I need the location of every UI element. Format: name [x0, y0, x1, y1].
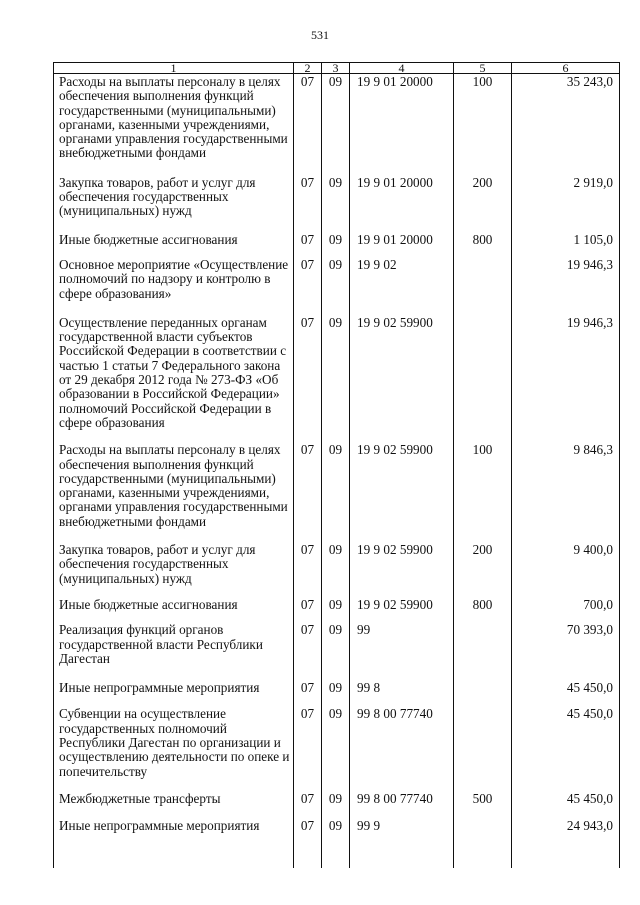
table-row — [54, 175, 620, 232]
subsection-code: 09 — [322, 706, 350, 790]
section-code: 07 — [294, 818, 322, 837]
expense-type-code — [454, 706, 512, 790]
table-row — [54, 257, 620, 315]
header-row — [54, 63, 620, 74]
amount: 35 243,0 — [512, 74, 620, 175]
amount: 700,0 — [512, 597, 620, 622]
amount: 2 919,0 — [512, 175, 620, 232]
section-code: 07 — [294, 622, 322, 680]
subsection-code: 09 — [322, 680, 350, 706]
target-article-code: 99 8 00 77740 — [350, 706, 454, 790]
section-code: 07 — [294, 791, 322, 818]
target-article-code: 19 9 02 59900 — [350, 315, 454, 442]
target-article-code: 19 9 01 20000 — [350, 175, 454, 232]
expense-type-code: 200 — [454, 175, 512, 232]
expense-type-code: 500 — [454, 791, 512, 818]
subsection-code: 09 — [322, 542, 350, 597]
empty-cell — [512, 837, 620, 868]
expense-type-code: 200 — [454, 542, 512, 597]
empty-cell — [294, 837, 322, 868]
table-row — [54, 680, 620, 706]
table-row — [54, 622, 620, 680]
empty-cell — [54, 837, 294, 868]
empty-cell — [322, 837, 350, 868]
section-code: 07 — [294, 680, 322, 706]
subsection-code: 09 — [322, 442, 350, 542]
expense-type-code — [454, 622, 512, 680]
row-name: Осуществление переданных органам государственной власти субъектов Российской Федерации в соответствии с частью 1 статьи 7 Федерального закона от 29 декабря 2012 года № 273-ФЗ «Об образовании в Российской Федерации» полномочий Российской Федерации в сфере образования — [54, 315, 294, 442]
target-article-code: 19 9 02 59900 — [350, 542, 454, 597]
table-row — [54, 706, 620, 790]
target-article-code: 19 9 02 59900 — [350, 442, 454, 542]
section-code: 07 — [294, 597, 322, 622]
table-row — [54, 442, 620, 542]
table-row — [54, 542, 620, 597]
expense-type-code — [454, 680, 512, 706]
column-header: 1 — [54, 63, 294, 74]
section-code: 07 — [294, 542, 322, 597]
target-article-code: 99 8 00 77740 — [350, 791, 454, 818]
row-name: Иные непрограммные мероприятия — [54, 818, 294, 837]
target-article-code: 19 9 01 20000 — [350, 232, 454, 257]
row-name: Закупка товаров, работ и услуг для обеспечения государственных (муниципальных) нужд — [54, 542, 294, 597]
section-code: 07 — [294, 232, 322, 257]
subsection-code: 09 — [322, 818, 350, 837]
target-article-code: 19 9 02 59900 — [350, 597, 454, 622]
expense-type-code: 800 — [454, 597, 512, 622]
section-code: 07 — [294, 442, 322, 542]
section-code: 07 — [294, 257, 322, 315]
row-name: Закупка товаров, работ и услуг для обеспечения государственных (муниципальных) нужд — [54, 175, 294, 232]
column-header: 6 — [512, 63, 620, 74]
expense-type-code — [454, 818, 512, 837]
empty-cell — [454, 837, 512, 868]
amount: 70 393,0 — [512, 622, 620, 680]
row-name: Основное мероприятие «Осуществление полномочий по надзору и контролю в сфере образования» — [54, 257, 294, 315]
column-header: 2 — [294, 63, 322, 74]
table-row — [54, 818, 620, 837]
subsection-code: 09 — [322, 232, 350, 257]
subsection-code: 09 — [322, 175, 350, 232]
row-name: Межбюджетные трансферты — [54, 791, 294, 818]
section-code: 07 — [294, 74, 322, 175]
page-number: 531 — [311, 28, 329, 42]
empty-cell — [350, 837, 454, 868]
target-article-code: 99 8 — [350, 680, 454, 706]
expense-type-code: 800 — [454, 232, 512, 257]
expense-type-code: 100 — [454, 74, 512, 175]
amount: 45 450,0 — [512, 791, 620, 818]
amount: 45 450,0 — [512, 706, 620, 790]
column-header: 3 — [322, 63, 350, 74]
subsection-code: 09 — [322, 791, 350, 818]
amount: 24 943,0 — [512, 818, 620, 837]
subsection-code: 09 — [322, 74, 350, 175]
row-name: Иные бюджетные ассигнования — [54, 232, 294, 257]
table-filler-row — [54, 837, 620, 868]
amount: 19 946,3 — [512, 315, 620, 442]
expense-type-code — [454, 315, 512, 442]
subsection-code: 09 — [322, 315, 350, 442]
table-row — [54, 74, 620, 175]
target-article-code: 99 9 — [350, 818, 454, 837]
section-code: 07 — [294, 706, 322, 790]
target-article-code: 19 9 02 — [350, 257, 454, 315]
section-code: 07 — [294, 315, 322, 442]
row-name: Субвенции на осуществление государственных полномочий Республики Дагестан по организации и осуществлению деятельности по опеке и попечительству — [54, 706, 294, 790]
column-header: 4 — [350, 63, 454, 74]
row-name: Реализация функций органов государственной власти Республики Дагестан — [54, 622, 294, 680]
row-name: Иные бюджетные ассигнования — [54, 597, 294, 622]
amount: 9 400,0 — [512, 542, 620, 597]
section-code: 07 — [294, 175, 322, 232]
table-row — [54, 597, 620, 622]
amount: 45 450,0 — [512, 680, 620, 706]
amount: 1 105,0 — [512, 232, 620, 257]
table-row — [54, 232, 620, 257]
column-header: 5 — [454, 63, 512, 74]
target-article-code: 19 9 01 20000 — [350, 74, 454, 175]
subsection-code: 09 — [322, 622, 350, 680]
table-row — [54, 791, 620, 818]
row-name: Расходы на выплаты персоналу в целях обеспечения выполнения функций государственными (муниципальными) органами, казенными учреждениями, органами управления государственными внебюджетными фондами — [54, 442, 294, 542]
subsection-code: 09 — [322, 257, 350, 315]
row-name: Расходы на выплаты персоналу в целях обеспечения выполнения функций государственными (муниципальными) органами, казенными учреждениями, органами управления государственными внебюджетными фондами — [54, 74, 294, 175]
subsection-code: 09 — [322, 597, 350, 622]
expense-type-code: 100 — [454, 442, 512, 542]
budget-table — [53, 62, 620, 868]
target-article-code: 99 — [350, 622, 454, 680]
amount: 9 846,3 — [512, 442, 620, 542]
expense-type-code — [454, 257, 512, 315]
row-name: Иные непрограммные мероприятия — [54, 680, 294, 706]
amount: 19 946,3 — [512, 257, 620, 315]
table-row — [54, 315, 620, 442]
